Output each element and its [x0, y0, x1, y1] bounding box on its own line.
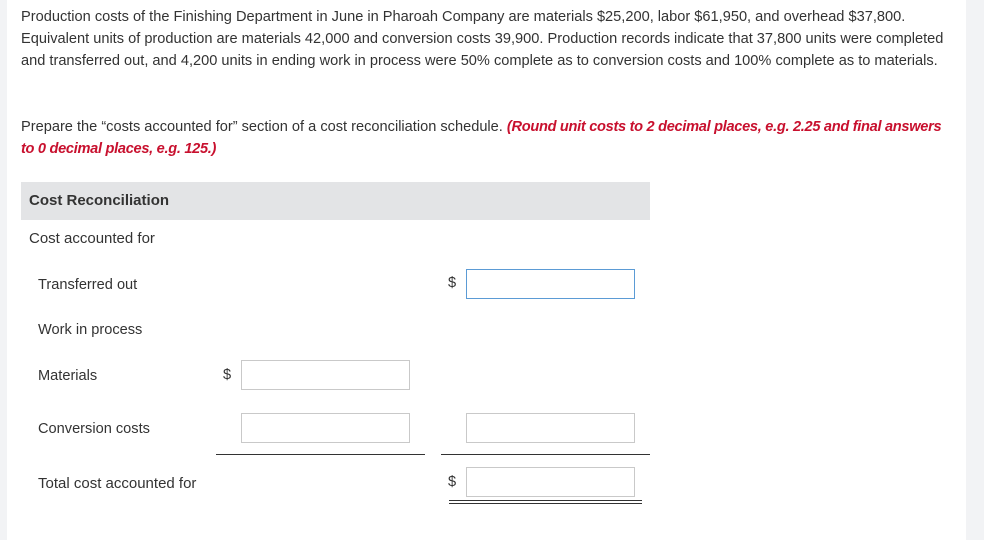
instruction-note: (Round unit costs to 2 decimal places, e.g. 2.25 and final answers to 0 decimal places, e.g. 125.): [21, 119, 942, 157]
subtotal-rule: [216, 454, 425, 455]
dollar-sign: $: [223, 367, 232, 383]
problem-statement: Production costs of the Finishing Department in June in Pharoah Company are materials $25,200, labor $61,950, and overhead $37,800. Equivalent units of production are materials 42,000 and conversion costs 39,900. Production records indicate that 37,800 units were completed and transferred out, and 4,200 units in ending work in process were 50% complete as to conversion costs and 100% complete as to materials.: [21, 9, 944, 69]
dollar-sign: $: [448, 275, 457, 291]
label-work-in-process: Work in process: [38, 322, 143, 338]
dollar-sign: $: [448, 474, 457, 490]
schedule-subtitle: Cost accounted for: [29, 230, 155, 247]
instruction-text: Prepare the “costs accounted for” section of a cost reconciliation schedule.: [21, 119, 503, 135]
materials-input[interactable]: [241, 360, 410, 390]
total-double-rule: [449, 500, 642, 501]
total-double-rule: [449, 503, 642, 504]
label-transferred-out: Transferred out: [38, 277, 138, 293]
total-cost-input[interactable]: [466, 467, 635, 497]
label-materials: Materials: [38, 368, 98, 384]
label-total-cost: Total cost accounted for: [38, 475, 197, 492]
subtotal-rule: [441, 454, 650, 455]
conversion-costs-input[interactable]: [241, 413, 410, 443]
transferred-out-input[interactable]: [466, 269, 635, 299]
schedule-title: Cost Reconciliation: [29, 192, 170, 209]
label-conversion-costs: Conversion costs: [38, 421, 150, 437]
work-in-process-total-input[interactable]: [466, 413, 635, 443]
instruction: [21, 116, 951, 160]
schedule-header: [21, 182, 650, 220]
